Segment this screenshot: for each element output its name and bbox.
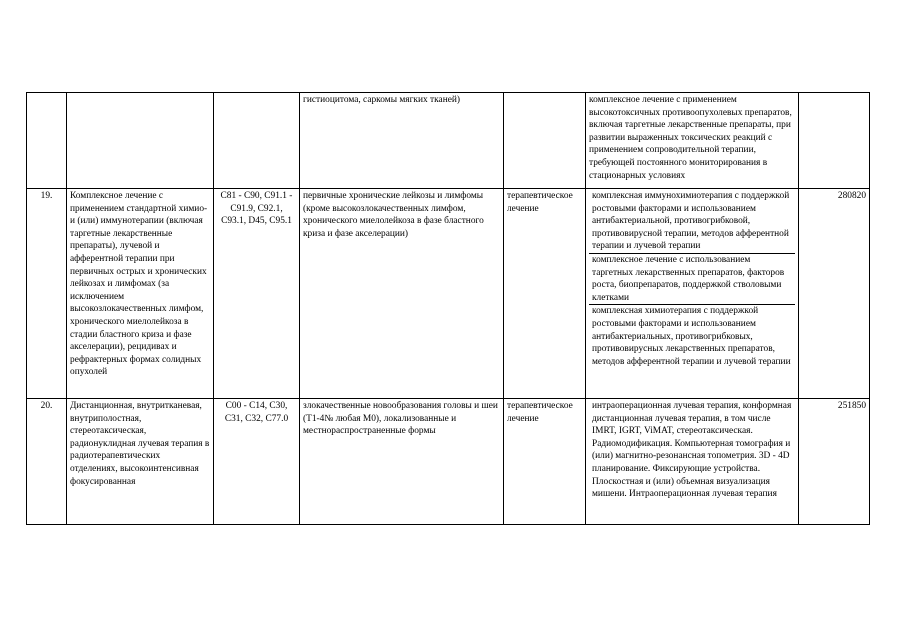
treatment-type-cell <box>504 93 586 189</box>
number-cell: 20. <box>27 399 67 525</box>
condition-text: первичные хронические лейкозы и лимфомы (кроме высокозлокачественных лимфом, хронического миелолейкоза в фазе бластного криза и фазе акселерации) <box>303 191 484 239</box>
codes-text: C81 - C90, C91.1 - C91.9, C92.1, C93.1, D45, C95.1 <box>220 191 293 227</box>
codes-cell <box>214 399 300 525</box>
number-cell <box>27 93 67 189</box>
price-cell <box>799 93 870 189</box>
treatment-type-text: терапевтическое лечение <box>507 191 573 214</box>
condition-cell <box>300 399 504 525</box>
name-cell <box>67 399 214 525</box>
treatment-type-text: терапевтическое лечение <box>507 401 573 424</box>
name-text: Дистанционная, внутритканевая, внутриполостная, стереотаксическая, радионуклидная лучевая терапия в радиотерапевтических отделениях, высокоинтенсивная фокусированная <box>70 401 210 487</box>
number-cell: 19. <box>27 189 67 399</box>
price-cell: 251850 <box>799 399 870 525</box>
condition-cell <box>300 189 504 399</box>
table-row-continuation <box>27 93 870 189</box>
table-row-20 <box>27 399 870 525</box>
method-text: комплексное лечение с применением высокотоксичных противоопухолевых препаратов, включая таргетные лекарственные препараты, при развитии выраженных токсических реакций с применением сопроводительной терапии, требующей постоянного мониторирования в стационарных условиях <box>589 95 792 181</box>
medical-care-table <box>26 92 870 525</box>
method-cell <box>586 93 799 189</box>
name-cell <box>67 189 214 399</box>
condition-cell <box>300 93 504 189</box>
codes-text: C00 - C14, C30, C31, C32, C77.0 <box>224 401 289 424</box>
name-cell <box>67 93 214 189</box>
table-row-19 <box>27 189 870 399</box>
methods-cell <box>586 189 799 399</box>
method-item: комплексная химиотерапия с поддержкой ростовыми факторами и использованием антибактериальных, противогрибковых, противовирусных лекарственных препаратов, методов афферентной терапии и лучевой терапии <box>589 304 795 368</box>
codes-cell <box>214 93 300 189</box>
method-item: комплексное лечение с использованием таргетных лекарственных препаратов, факторов роста, биопрепаратов, поддержкой стволовыми клетками <box>589 253 795 304</box>
treatment-type-cell <box>504 189 586 399</box>
name-text: Комплексное лечение с применением стандартной химио- и (или) иммунотерапии (включая таргетные лекарственные препараты), лучевой и афферентной терапии при первичных острых и хронических лейкозах и лимфомах (за исключением высокозлокачественных лимфом, хронического миелолейкоза в стадии бластного криза и фазе акселерации), рецидивах и рефрактерных формах солидных опухолей <box>70 191 208 378</box>
treatment-type-cell <box>504 399 586 525</box>
condition-text: злокачественные новообразования головы и шеи (T1-4№ любая M0), локализованные и местнораспространенные формы <box>303 401 498 437</box>
method-item: комплексная иммунохимиотерапия с поддержкой ростовыми факторами и использованием антибактериальной, противогрибковой, противовирусной терапии, методов афферентной терапии и лучевой терапии <box>592 191 790 252</box>
codes-cell <box>214 189 300 399</box>
method-item: интраоперационная лучевая терапия, конформная дистанционная лучевая терапия, в том числе IMRT, IGRT, ViMAT, стереотаксическая. Радиомодификация. Компьютерная томография и (или) магнитно-резонансная топометрия. 3D - 4D планирование. Фиксирующие устройства. Плоскостная и (или) объемная визуализация мишени. Интраоперационная лучевая терапия <box>592 401 792 500</box>
price-cell: 280820 <box>799 189 870 399</box>
methods-cell <box>586 399 799 525</box>
condition-text: гистиоцитома, саркомы мягких тканей) <box>303 95 461 105</box>
